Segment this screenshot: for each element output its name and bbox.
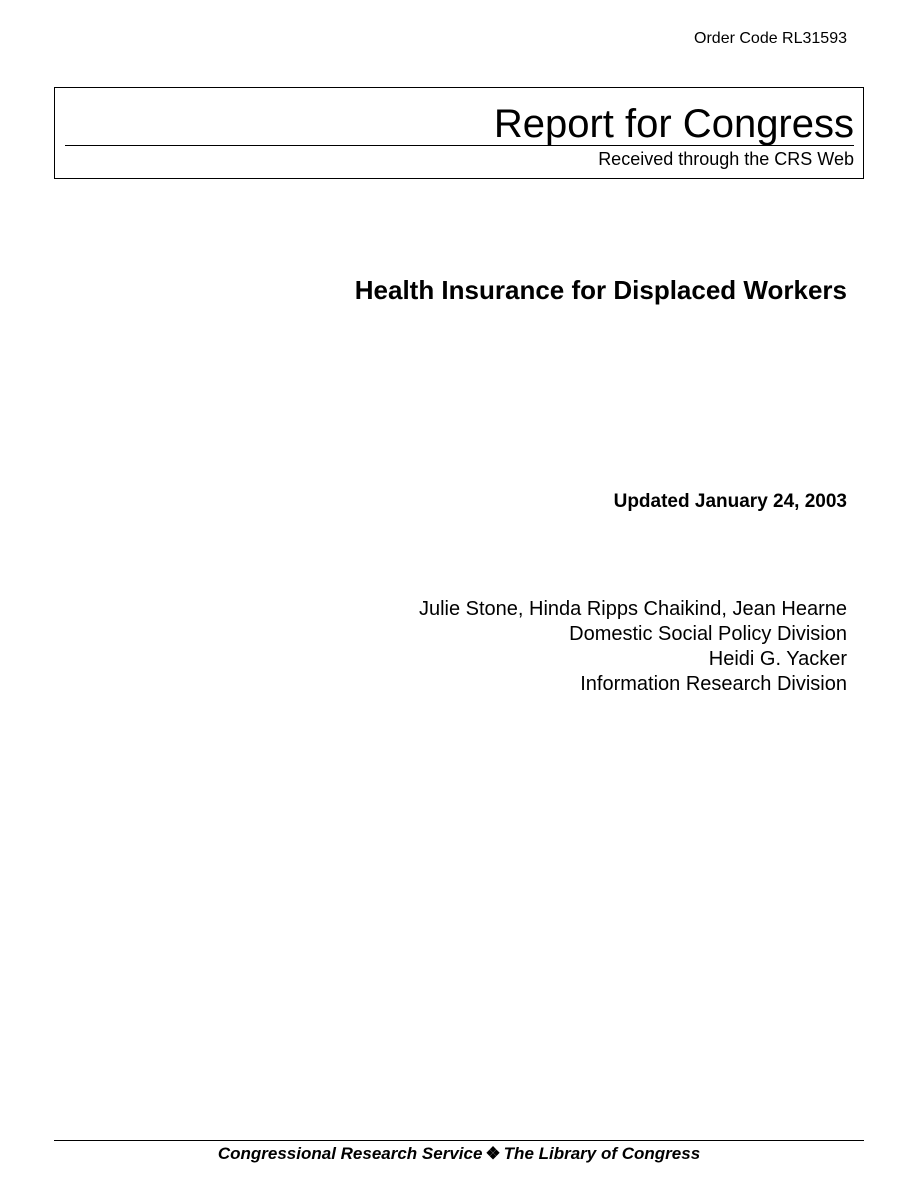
footer-loc: The Library of Congress <box>503 1144 701 1163</box>
author-names: Heidi G. Yacker <box>708 648 847 670</box>
author-block <box>419 597 847 697</box>
updated-date: Updated January 24, 2003 <box>613 491 847 512</box>
document-title: Health Insurance for Displaced Workers <box>354 275 847 305</box>
report-header-subtitle: Received through the CRS Web <box>598 149 854 169</box>
report-header-box <box>54 87 864 179</box>
footer-crs: Congressional Research Service <box>217 1144 483 1163</box>
author-names: Julie Stone, Hinda Ripps Chaikind, Jean Hearne <box>418 598 847 620</box>
order-code: Order Code RL31593 <box>694 30 847 47</box>
author-division: Information Research Division <box>580 673 847 695</box>
header-divider <box>65 145 854 146</box>
report-header-title: Report for Congress <box>493 102 854 146</box>
footer-divider <box>54 1140 864 1141</box>
diamond-separator-icon: ❖ <box>485 1144 501 1163</box>
footer <box>54 1143 864 1165</box>
author-division: Domestic Social Policy Division <box>569 623 847 645</box>
